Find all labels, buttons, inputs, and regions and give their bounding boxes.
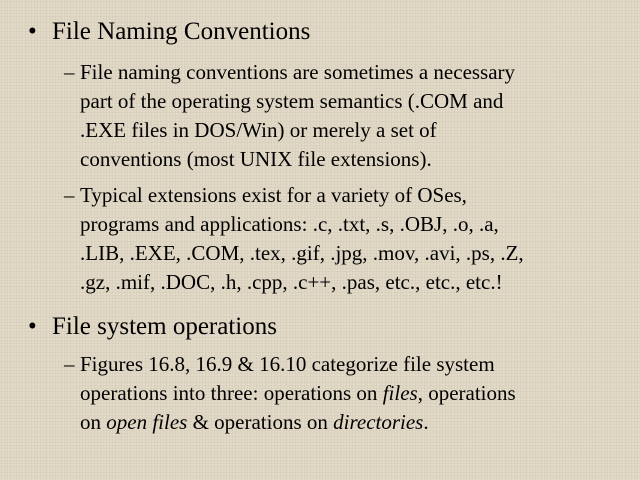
subpoint-body (80, 58, 620, 174)
dash-icon: – (64, 60, 75, 84)
dash-icon: – (64, 183, 75, 207)
text-line: conventions (most UNIX file extensions). (80, 147, 432, 171)
text-line: .gz, .mif, .DOC, .h, .cpp, .c++, .pas, etc., etc., etc.! (80, 270, 503, 294)
text-line: part of the operating system semantics (.COM and (80, 89, 504, 113)
text-line: .EXE files in DOS/Win) or merely a set of (80, 118, 437, 142)
heading-text: File system operations (52, 313, 277, 340)
bullet-icon: • (28, 313, 37, 340)
emphasis-directories: directories (333, 410, 424, 434)
bullet-icon: • (28, 18, 37, 45)
text-line: File naming conventions are sometimes a necessary (80, 60, 516, 84)
text-run: Figures 16.8, 16.9 & 16.10 categorize file system (80, 352, 495, 376)
dash-icon: – (64, 352, 75, 376)
text-run: . (423, 410, 429, 434)
text-line (80, 408, 620, 437)
text-run: operations into three: operations on (80, 381, 383, 405)
text-line: programs and applications: .c, .txt, .s, .OBJ, .o, .a, (80, 212, 499, 236)
text-run: on (80, 410, 107, 434)
text-run: & operations on (187, 410, 334, 434)
heading-text: File Naming Conventions (52, 18, 311, 45)
emphasis-open-files: open files (106, 410, 188, 434)
text-line: Typical extensions exist for a variety of OSes, (80, 183, 467, 207)
text-line: .LIB, .EXE, .COM, .tex, .gif, .jpg, .mov, .avi, .ps, .Z, (80, 241, 524, 265)
subpoint-body (80, 181, 620, 297)
text-line (80, 379, 620, 408)
emphasis-files: files (382, 381, 418, 405)
subpoint-body (80, 350, 620, 437)
text-line (80, 350, 620, 379)
text-run: , operations (417, 381, 516, 405)
